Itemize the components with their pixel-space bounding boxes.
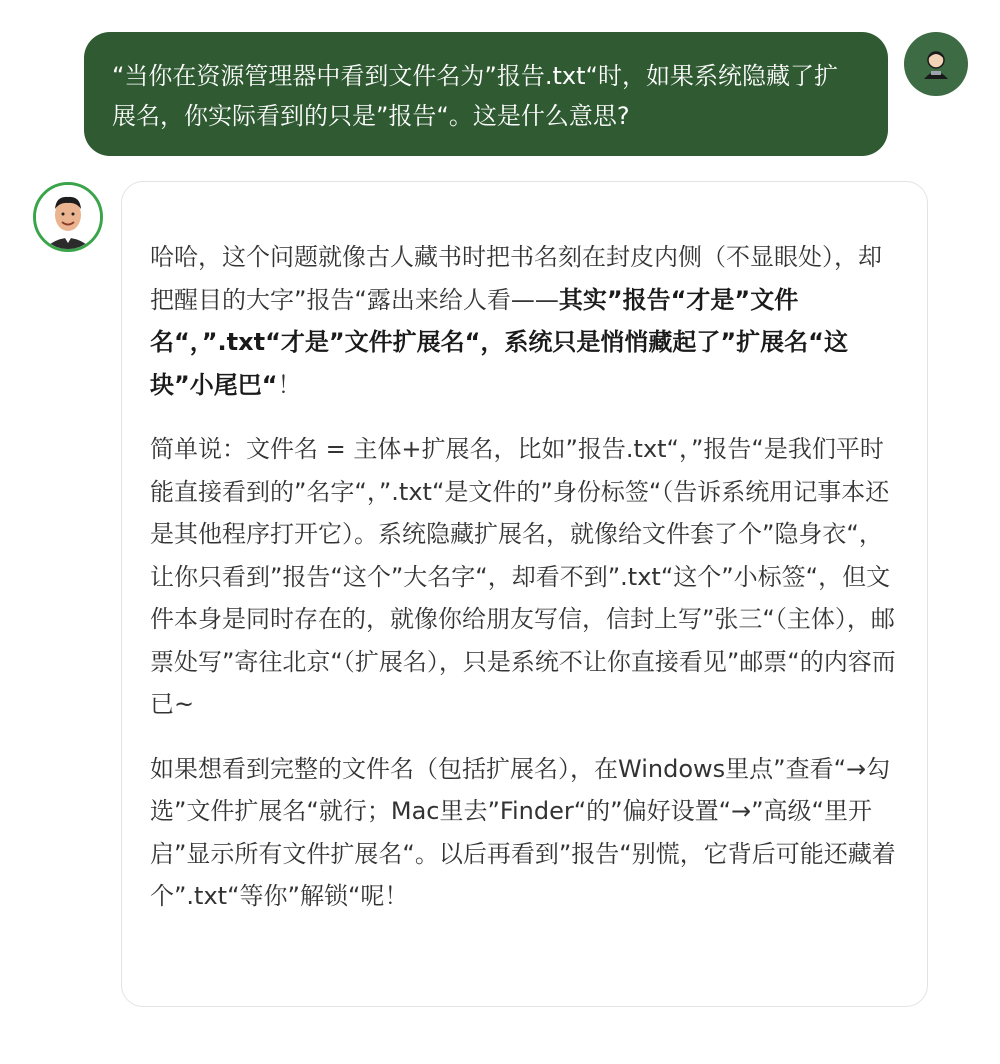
user-message-text: “当你在资源管理器中看到文件名为”报告.txt“时，如果系统隐藏了扩展名，你实际看到的只是”报告“。这是什么意思? bbox=[112, 62, 838, 130]
paragraph-1-end: ！ bbox=[277, 370, 302, 399]
paragraph-1-intro: 哈哈，这个问题就像古人藏书时把书名刻在封皮内侧（不显眼处），却把醒目的大字”报告“露出来给人看—— bbox=[150, 243, 882, 314]
paragraph-1-bold: 其实”报告“才是”文件名“，”.txt“才是”文件扩展名“，系统只是悄悄藏起了”扩展名“这块”小尾巴“ bbox=[150, 285, 848, 399]
assistant-avatar[interactable] bbox=[33, 182, 103, 252]
assistant-avatar-portrait bbox=[36, 185, 100, 249]
assistant-paragraph-1 bbox=[150, 236, 901, 406]
assistant-message-card bbox=[121, 181, 928, 1007]
assistant-paragraph-2: 简单说：文件名 = 主体+扩展名，比如”报告.txt“，”报告“是我们平时能直接看到的”名字“，”.txt“是文件的”身份标签“（告诉系统用记事本还是其他程序打开它）。系统隐藏扩展名，就像给文件套了个”隐身衣“，让你只看到”报告“这个”大名字“，却看不到”.txt“这个”小标签“，但文件本身是同时存在的，就像你给朋友写信，信封上写”张三“（主体），邮票处写”寄往北京“（扩展名），只是系统不让你直接看见”邮票“的内容而已~ bbox=[150, 435, 896, 718]
user-avatar[interactable] bbox=[904, 32, 968, 96]
assistant-paragraph-3: 如果想看到完整的文件名（包括扩展名），在Windows里点”查看“→勾选”文件扩展名“就行；Mac里去”Finder“的”偏好设置“→”高级“里开启”显示所有文件扩展名“。以后再看到”报告“别慌，它背后可能还藏着个”.txt“等你”解锁“呢！ bbox=[150, 754, 896, 910]
user-message-bubble bbox=[84, 32, 888, 156]
user-avatar-icon bbox=[919, 47, 953, 81]
